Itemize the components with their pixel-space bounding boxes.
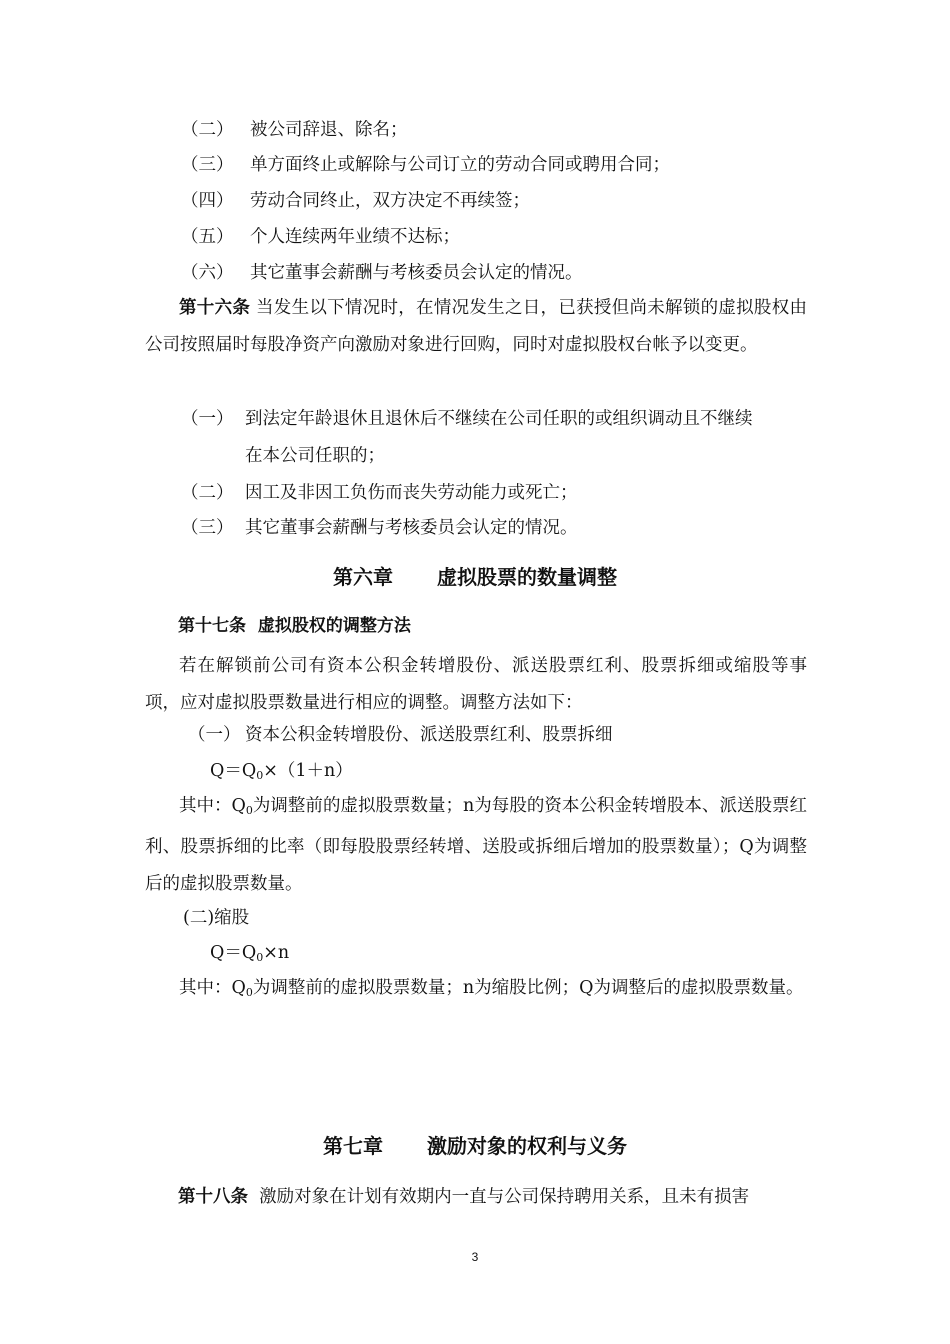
formula-2: $Q=Q_0\times n$ [210,943,290,964]
list-text: 资本公积金转增股份、派送股票红利、股票拆细 [245,725,613,745]
list-text: 其它董事会薪酬与考核委员会认定的情况。 [245,518,578,538]
article-label: 第十六条 [179,298,251,318]
list-number: （三） [181,155,234,175]
list-number: （一） [181,409,234,429]
list-number: （二） [181,120,234,140]
page-number: 3 [471,1250,479,1264]
list-text: 因工及非因工负伤而丧失劳动能力或死亡； [245,483,578,503]
list-number: （四） [181,191,234,211]
article-17-intro: 若在解锁前公司有资本公积金转增股份、派送股票红利、股票拆细或缩股等事项，应对虚拟股票数量进行相应的调整。调整方法如下： [145,656,807,713]
article-17-heading [178,614,411,638]
article-label: 第十七条 [178,616,246,636]
list-number: （五） [181,227,234,247]
article-18 [178,1185,749,1209]
formula-1-explanation: 其中：$Q_0$为调整前的虚拟股票数量；n为每股的资本公积金转增股本、派送股票红利、股票拆细的比率（即每股股票经转增、送股或拆细后增加的股票数量）；Q为调整后的虚拟股票数量。 [145,796,807,894]
list-text: 单方面终止或解除与公司订立的劳动合同或聘用合同； [250,155,670,175]
chapter-label: 第七章 [323,1134,383,1158]
list-text: 个人连续两年业绩不达标； [250,227,460,247]
article-text: 激励对象在计划有效期内一直与公司保持聘用关系，且未有损害 [259,1187,750,1207]
list-item-shrink: (二)缩股 [183,908,250,928]
list-text: 其它董事会薪酬与考核委员会认定的情况。 [250,263,583,283]
list-text: 被公司辞退、除名； [250,120,408,140]
list-text-continued: 在本公司任职的； [245,446,385,466]
list-number: （六） [181,263,234,283]
formula-1: $Q=Q_0\times(1+n)$ [210,761,353,782]
list-text: 到法定年龄退休且退休后不继续在公司任职的或组织调动且不继续 [245,409,753,429]
article-text: 当发生以下情况时，在情况发生之日，已获授但尚未解锁的虚拟股权由公司按照届时每股净资产向激励对象进行回购，同时对虚拟股权台帐予以变更。 [145,298,808,355]
list-number: （一） [188,725,241,745]
article-16 [145,290,807,364]
chapter-heading [0,1133,950,1159]
article-label: 第十八条 [178,1187,248,1207]
formula-2-explanation: 其中：$Q_0$为调整前的虚拟股票数量；n为缩股比例；Q为调整后的虚拟股票数量。 [179,978,804,999]
list-number: （三） [181,518,234,538]
chapter-heading [0,564,950,590]
list-number: （二） [181,483,234,503]
chapter-title: 激励对象的权利与义务 [427,1134,627,1158]
chapter-label: 第六章 [333,565,393,589]
article-title: 虚拟股权的调整方法 [257,616,411,636]
chapter-title: 虚拟股票的数量调整 [437,565,617,589]
list-text: 劳动合同终止，双方决定不再续签； [250,191,530,211]
